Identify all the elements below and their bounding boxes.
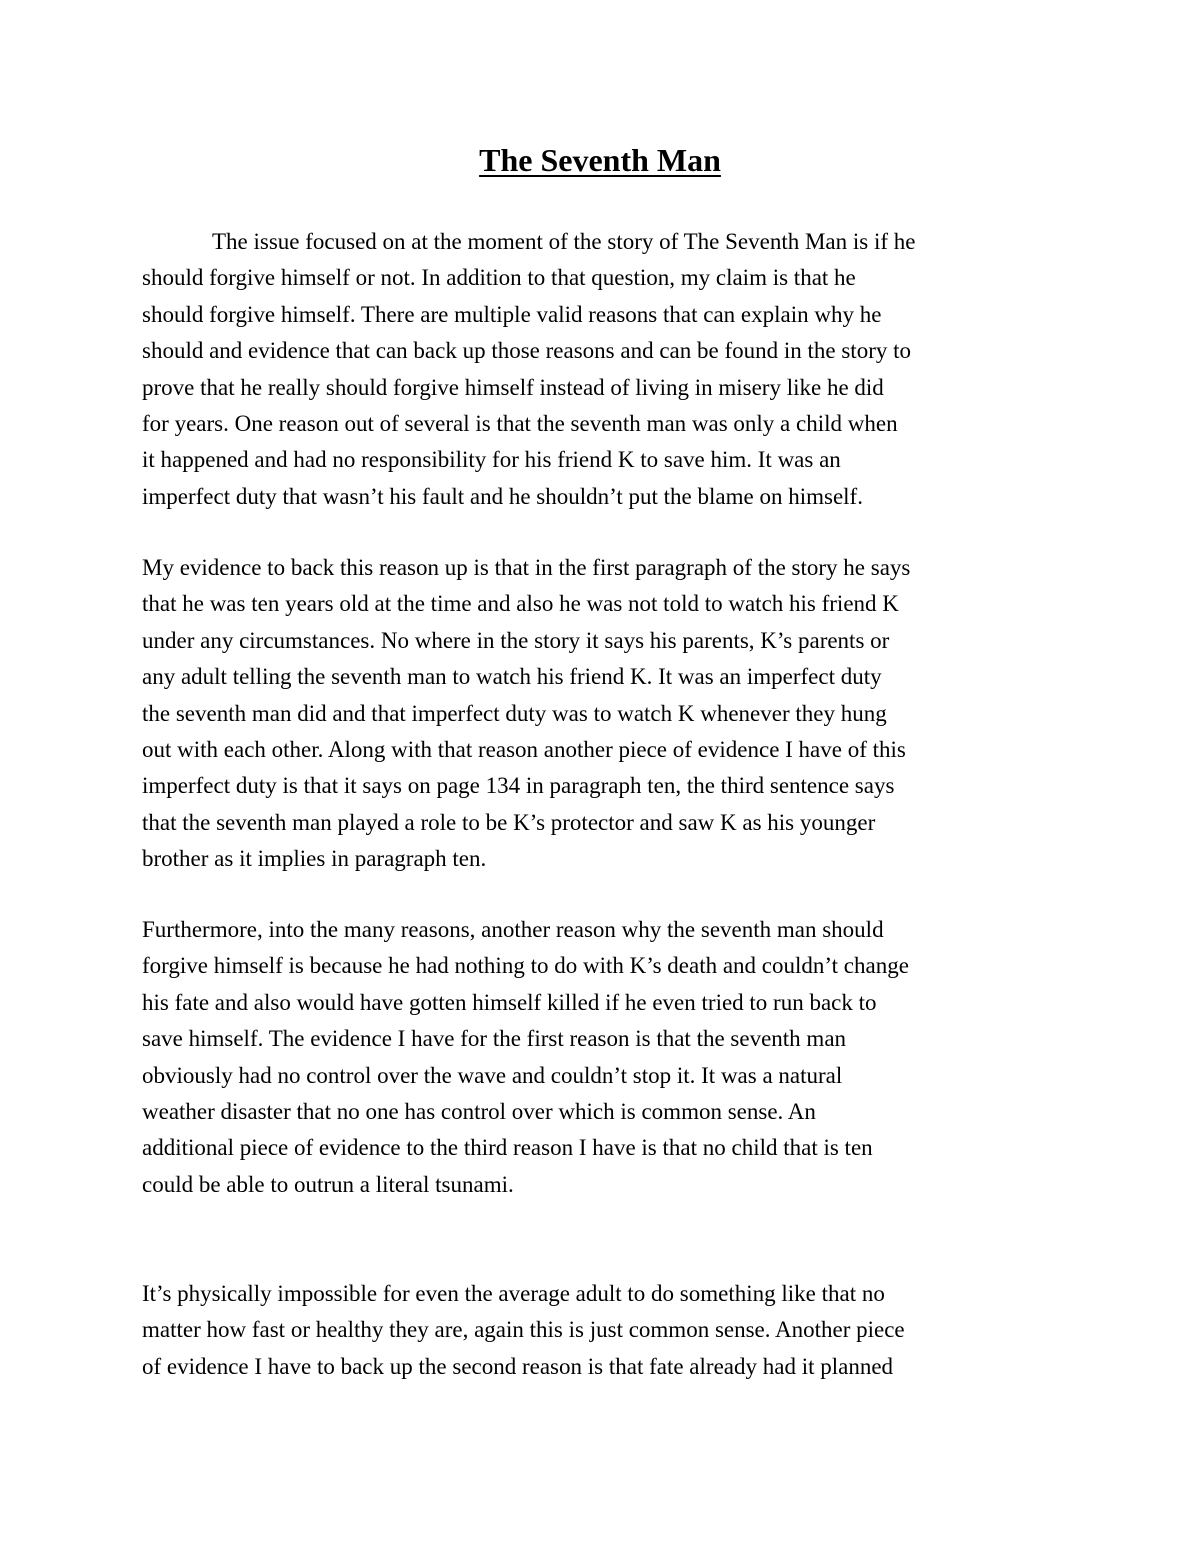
text-line: The issue focused on at the moment of the story of The Seventh Man is if he bbox=[212, 229, 916, 254]
text-line: weather disaster that no one has control over which is common sense. An bbox=[142, 1098, 816, 1124]
text-line: prove that he really should forgive himself instead of living in misery like he did bbox=[142, 374, 884, 400]
text-line: save himself. The evidence I have for the first reason is that the seventh man bbox=[142, 1026, 847, 1052]
text-line: for years. One reason out of several is that the seventh man was only a child when bbox=[142, 410, 898, 436]
text-line: should forgive himself or not. In addition to that question, my claim is that he bbox=[142, 265, 856, 291]
text-line: imperfect duty is that it says on page 134 in paragraph ten, the third sentence says bbox=[142, 773, 895, 799]
text-line: his fate and also would have gotten himself killed if he even tried to run back to bbox=[142, 989, 877, 1015]
text-line: It’s physically impossible for even the average adult to do something like that no bbox=[142, 1281, 885, 1306]
text-line: Furthermore, into the many reasons, another reason why the seventh man should bbox=[142, 917, 884, 942]
text-line: forgive himself is because he had nothing to do with K’s death and couldn’t change bbox=[142, 953, 909, 979]
text-line: should and evidence that can back up those reasons and can be found in the story to bbox=[142, 338, 911, 364]
text-line: could be able to outrun a literal tsunami. bbox=[142, 1171, 514, 1197]
document-title: The Seventh Man bbox=[479, 142, 721, 178]
text-line: should forgive himself. There are multiple valid reasons that can explain why he bbox=[142, 301, 882, 327]
paragraph-4 bbox=[142, 1276, 1072, 1385]
paragraph-1 bbox=[142, 224, 1072, 515]
text-line: it happened and had no responsibility for his friend K to save him. It was an bbox=[142, 447, 841, 473]
text-line: of evidence I have to back up the second reason is that fate already had it planned bbox=[142, 1353, 894, 1379]
paragraph-2 bbox=[142, 550, 1072, 878]
text-line: the seventh man did and that imperfect duty was to watch K whenever they hung bbox=[142, 700, 887, 726]
text-line: My evidence to back this reason up is that in the first paragraph of the story he says bbox=[142, 555, 911, 580]
text-line: imperfect duty that wasn’t his fault and he shouldn’t put the blame on himself. bbox=[142, 483, 863, 509]
text-line: that he was ten years old at the time and also he was not told to watch his friend K bbox=[142, 591, 899, 617]
text-line: any adult telling the seventh man to watch his friend K. It was an imperfect duty bbox=[142, 664, 882, 690]
text-line: matter how fast or healthy they are, again this is just common sense. Another piece bbox=[142, 1317, 905, 1343]
text-line: additional piece of evidence to the third reason I have is that no child that is ten bbox=[142, 1135, 873, 1161]
text-line: under any circumstances. No where in the story it says his parents, K’s parents or bbox=[142, 627, 890, 653]
text-line: obviously had no control over the wave and couldn’t stop it. It was a natural bbox=[142, 1062, 843, 1088]
text-line: that the seventh man played a role to be K’s protector and saw K as his younger bbox=[142, 809, 876, 835]
text-line: out with each other. Along with that reason another piece of evidence I have of this bbox=[142, 736, 906, 762]
text-line: brother as it implies in paragraph ten. bbox=[142, 846, 487, 872]
paragraph-3 bbox=[142, 912, 1072, 1203]
